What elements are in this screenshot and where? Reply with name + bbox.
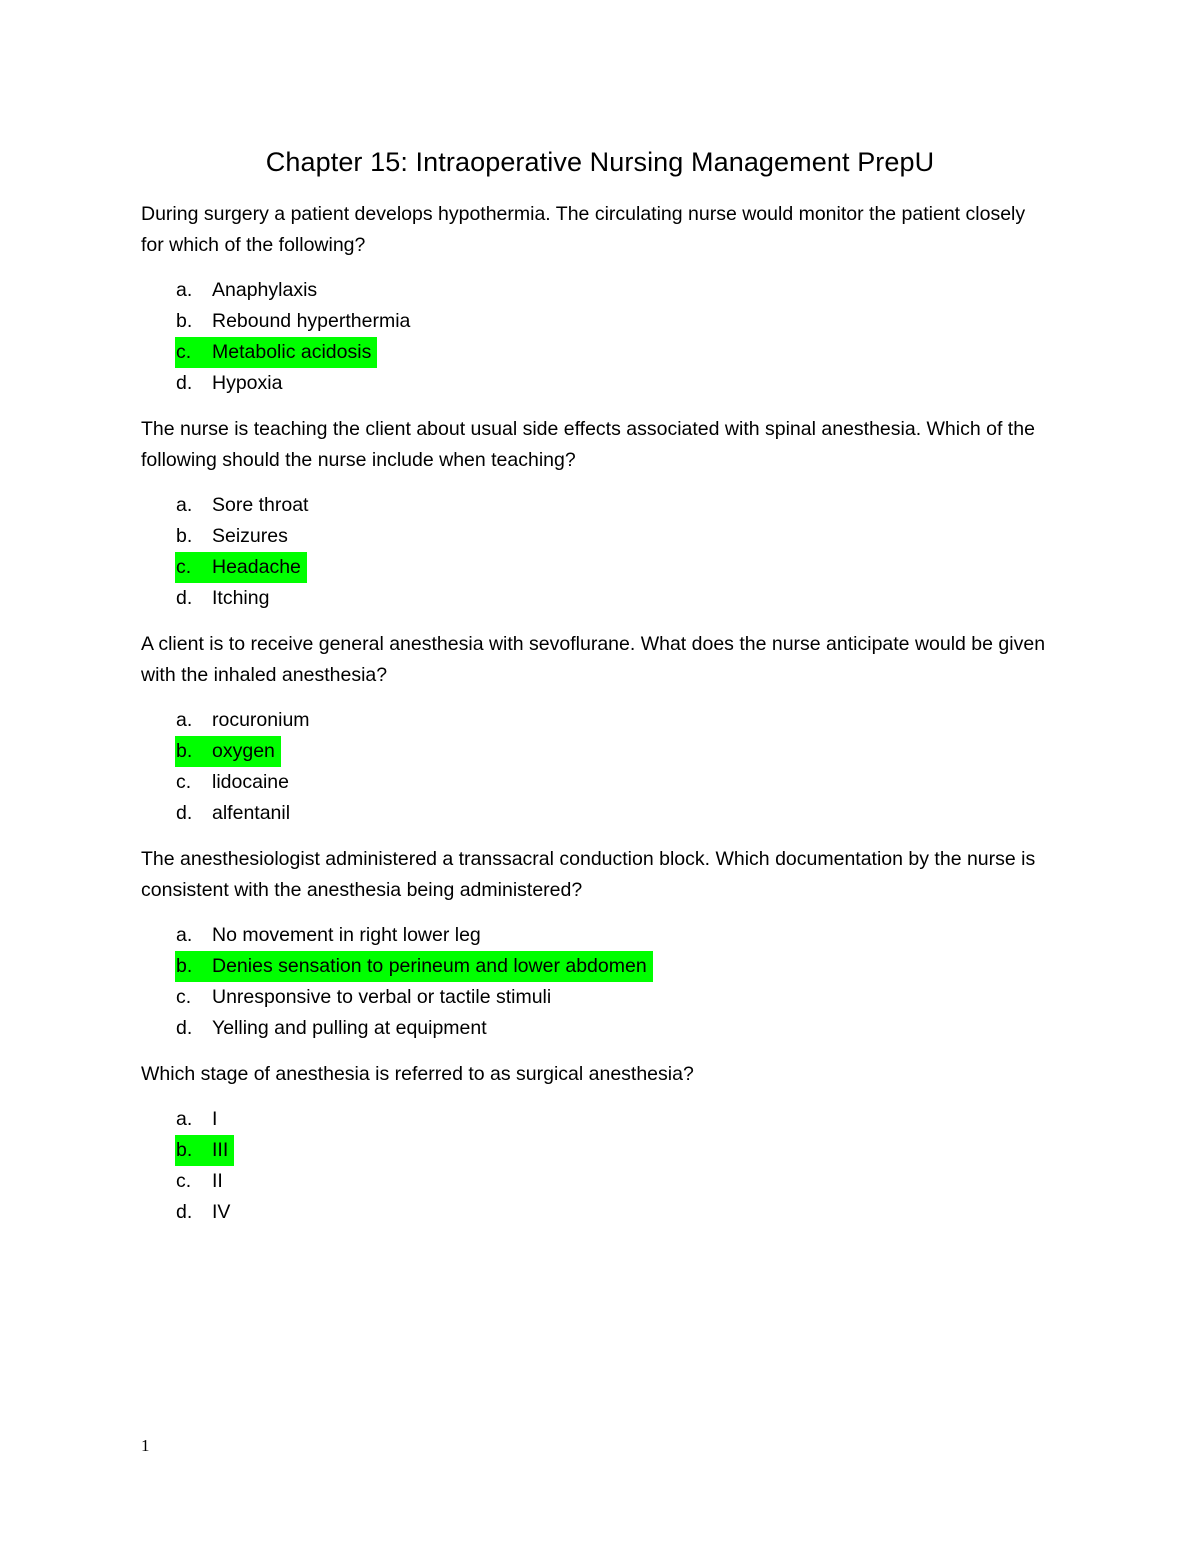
question-4 bbox=[141, 844, 1051, 1044]
answer-option-highlighted bbox=[141, 552, 1051, 583]
question-stem: The nurse is teaching the client about usual side effects associated with spinal anesthesia. Which of the following should the nurse include when teaching? bbox=[141, 418, 1035, 471]
option-letter: a. bbox=[176, 494, 193, 516]
answer-option-highlighted bbox=[141, 1135, 1051, 1166]
option-letter: c. bbox=[176, 1170, 192, 1192]
option-letter: c. bbox=[176, 771, 192, 793]
answer-option-text bbox=[175, 1135, 234, 1166]
option-letter: d. bbox=[176, 1201, 193, 1223]
option-letter: d. bbox=[176, 802, 193, 824]
option-letter: c. bbox=[176, 986, 192, 1008]
answer-option bbox=[141, 1104, 1051, 1135]
option-label: IV bbox=[212, 1201, 231, 1223]
question-stem: The anesthesiologist administered a transsacral conduction block. Which documentation by the nurse is consistent with the anesthesia being administered? bbox=[141, 848, 1036, 901]
option-label: Sore throat bbox=[212, 494, 309, 516]
answer-option-text bbox=[175, 1197, 236, 1228]
answer-option bbox=[141, 1197, 1051, 1228]
option-label: Hypoxia bbox=[212, 372, 283, 394]
answer-option bbox=[141, 583, 1051, 614]
answer-option-text bbox=[175, 1013, 493, 1044]
option-label: Metabolic acidosis bbox=[212, 341, 372, 363]
answer-option-text bbox=[175, 736, 281, 767]
question-1 bbox=[141, 199, 1051, 399]
answer-option-highlighted bbox=[141, 951, 1051, 982]
option-label: Anaphylaxis bbox=[212, 279, 318, 301]
option-label: No movement in right lower leg bbox=[212, 924, 481, 946]
option-label: Yelling and pulling at equipment bbox=[212, 1017, 487, 1039]
answer-option bbox=[141, 767, 1051, 798]
option-letter: b. bbox=[176, 310, 193, 332]
answer-option-text bbox=[175, 275, 323, 306]
answer-option-text bbox=[175, 583, 275, 614]
question-3 bbox=[141, 629, 1051, 829]
question-2 bbox=[141, 414, 1051, 614]
option-letter: a. bbox=[176, 1108, 193, 1130]
answer-option bbox=[141, 1013, 1051, 1044]
option-label: Rebound hyperthermia bbox=[212, 310, 411, 332]
option-letter: d. bbox=[176, 1017, 193, 1039]
option-label: Seizures bbox=[212, 525, 288, 547]
answer-options bbox=[141, 705, 1051, 829]
option-letter: b. bbox=[176, 525, 193, 547]
answer-option-highlighted bbox=[141, 736, 1051, 767]
option-letter: a. bbox=[176, 709, 193, 731]
answer-option-text bbox=[175, 521, 294, 552]
option-letter: d. bbox=[176, 587, 193, 609]
answer-option-text bbox=[175, 1104, 223, 1135]
answer-option-text bbox=[175, 1166, 229, 1197]
option-label: lidocaine bbox=[212, 771, 289, 793]
question-5 bbox=[141, 1059, 1051, 1228]
answer-option bbox=[141, 705, 1051, 736]
option-letter: a. bbox=[176, 924, 193, 946]
answer-option-text bbox=[175, 982, 557, 1013]
option-label: Headache bbox=[212, 556, 301, 578]
answer-option-text bbox=[175, 705, 316, 736]
option-label: II bbox=[212, 1170, 223, 1192]
option-letter: b. bbox=[176, 1139, 193, 1161]
answer-options bbox=[141, 1104, 1051, 1228]
option-letter: d. bbox=[176, 372, 193, 394]
question-stem: During surgery a patient develops hypothermia. The circulating nurse would monitor the patient closely for which of the following? bbox=[141, 203, 1026, 256]
answer-option-text bbox=[175, 337, 377, 368]
option-label: alfentanil bbox=[212, 802, 291, 824]
question-stem: A client is to receive general anesthesia with sevoflurane. What does the nurse anticipate would be given with the inhaled anesthesia? bbox=[141, 633, 1046, 686]
answer-option-text bbox=[175, 767, 295, 798]
answer-option bbox=[141, 275, 1051, 306]
answer-option bbox=[141, 306, 1051, 337]
option-label: III bbox=[212, 1139, 229, 1161]
option-label: I bbox=[212, 1108, 218, 1130]
answer-option-text bbox=[175, 920, 487, 951]
page-title: Chapter 15: Intraoperative Nursing Management PrepU bbox=[265, 147, 935, 177]
question-stem: Which stage of anesthesia is referred to as surgical anesthesia? bbox=[141, 1063, 694, 1085]
answer-option bbox=[141, 490, 1051, 521]
question-list bbox=[141, 199, 1051, 1243]
answer-option bbox=[141, 368, 1051, 399]
answer-options bbox=[141, 275, 1051, 399]
answer-option-text bbox=[175, 490, 314, 521]
answer-option bbox=[141, 798, 1051, 829]
answer-options bbox=[141, 920, 1051, 1044]
option-label: rocuronium bbox=[212, 709, 310, 731]
option-label: oxygen bbox=[212, 740, 275, 762]
answer-option bbox=[141, 521, 1051, 552]
answer-option-text bbox=[175, 306, 416, 337]
answer-option bbox=[141, 920, 1051, 951]
answer-options bbox=[141, 490, 1051, 614]
option-label: Itching bbox=[212, 587, 270, 609]
option-letter: b. bbox=[176, 955, 193, 977]
page-number: 1 bbox=[141, 1436, 150, 1455]
option-letter: c. bbox=[176, 341, 192, 363]
option-label: Unresponsive to verbal or tactile stimuli bbox=[212, 986, 552, 1008]
answer-option-text bbox=[175, 552, 307, 583]
answer-option-highlighted bbox=[141, 337, 1051, 368]
answer-option bbox=[141, 982, 1051, 1013]
answer-option-text bbox=[175, 951, 653, 982]
answer-option-text bbox=[175, 368, 288, 399]
option-letter: b. bbox=[176, 740, 193, 762]
option-label: Denies sensation to perineum and lower abdomen bbox=[212, 955, 647, 977]
answer-option bbox=[141, 1166, 1051, 1197]
option-letter: a. bbox=[176, 279, 193, 301]
answer-option-text bbox=[175, 798, 296, 829]
option-letter: c. bbox=[176, 556, 192, 578]
